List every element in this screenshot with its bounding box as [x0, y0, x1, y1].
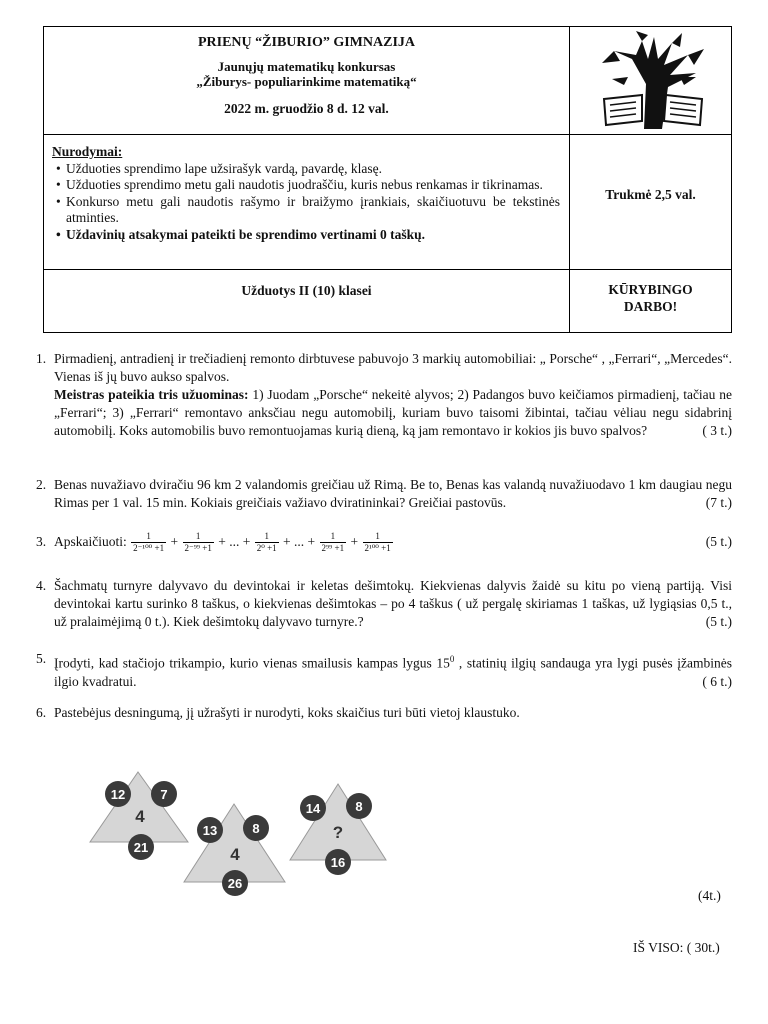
- contest-line1: Jaunųjų matematikų konkursas: [217, 59, 396, 74]
- wish-line1: KŪRYBINGO: [608, 282, 693, 297]
- problem-number: 5.: [36, 651, 47, 666]
- task-title: Užduotys II (10) klasei: [241, 283, 372, 298]
- instruction-item: • Užduoties sprendimo lape užsirašyk vardą, pavardę, klasę.: [66, 161, 560, 178]
- instructions-block: [52, 144, 560, 243]
- problem-label: Apskaičiuoti:: [54, 534, 127, 549]
- problem-points: (5 t.): [705, 534, 732, 549]
- problem-number: 1.: [36, 351, 47, 366]
- problem-5: [36, 650, 732, 691]
- fraction: $\frac{1}{\text{2⁹⁹ +1}}$: [321, 531, 345, 554]
- instruction-item: • Užduoties sprendimo metu gali naudotis juodraščiu, kuris nebus renkamas ir tikrinamas.: [66, 177, 560, 194]
- triangle-number: 13: [202, 823, 218, 838]
- total-points: IŠ VISO: ( 30t.): [633, 940, 720, 955]
- instruction-item: • Konkurso metu gali naudotis rašymo ir braižymo įrankiais, skaičiuotuvu be tekstinės atminties.: [66, 194, 560, 227]
- problem-text: Benas nuvažiavo dviračiu 96 km 2 valandomis greičiau už Rimą. Be to, Benas kas valandą nuvažiuodavo 1 km daugiau negu Rimas per 1 val. 15 min. Kokiais greičiais važiavo dviratininkai? Greičiai pastovūs.: [54, 477, 732, 510]
- triangle-number: 14: [305, 801, 321, 816]
- fraction: $\frac{1}{\text{2¹⁰⁰ +1}}$: [364, 531, 391, 554]
- problem-4: [36, 577, 732, 631]
- problem-1: [36, 350, 732, 440]
- triangle-number: 16: [330, 855, 346, 870]
- problem-text: 1) Juodam „Porsche“ nekeitė alyvos; 2) Padangos buvo keičiamos pirmadienį, tačiau ne „Ferrari“; 3) „Ferrari“ remontavo anksčiau negu automobilį, kuriam buvo taisomi žibintai, tačiau vėliau negu sidabrinį automobilį. Koks automobilis buvo remontuojamas kurią dieną, ką jam remontavo ir kokios jis buvo spalvos?: [54, 387, 733, 438]
- triangle-2: [184, 804, 285, 896]
- problem-text: Šachmatų turnyre dalyvavo du devintokai ir keletas dešimtokų. Kiekvienas dalyvis žaidė su kitu po vieną partiją. Visi devintokai kartu surinko 8 taškus, o kiekvienas dešimtokas – po 4 taškus ( už pergalę skiriamas 1 taškas, už lygiąsias 0,5 t., už pralaimėjimą 0 t.). Kiek dešimtokų dalyvavo turnyre.?: [54, 578, 732, 629]
- problem-number: 3.: [36, 534, 47, 549]
- problem-points: ( 3 t.): [702, 423, 732, 438]
- triangle-center: 4: [230, 845, 240, 864]
- triangle-center: ?: [332, 823, 344, 842]
- problem-number: 2.: [36, 477, 47, 492]
- problem-number: 4.: [36, 578, 47, 593]
- problem-6: [36, 704, 732, 722]
- problem-text: Pastebėjus desningumą, jį užrašyti ir nurodyti, koks skaičius turi būti vietoj klaustuko.: [54, 705, 520, 720]
- fraction: $\frac{1}{\text{2⁻¹⁰⁰ +1}}$: [133, 531, 165, 554]
- header-table: [43, 26, 732, 333]
- school-logo-icon: [584, 29, 722, 134]
- triangle-center: 4: [135, 807, 145, 826]
- fraction: $\frac{1}{\text{2⁻⁹⁹ +1}}$: [184, 531, 212, 554]
- plus-sign: +: [350, 534, 359, 549]
- problem-points: (5 t.): [705, 614, 732, 629]
- triangle-number: 12: [110, 787, 126, 802]
- problem-hint-title: Meistras pateikia tris užuominas:: [54, 387, 249, 402]
- duration: Trukmė 2,5 val.: [605, 187, 696, 202]
- wish-line2: DARBO!: [623, 299, 678, 314]
- problem-points: ( 6 t.): [702, 673, 732, 689]
- triangle-number: 26: [227, 876, 243, 891]
- ellipsis: + ... +: [283, 534, 316, 549]
- problem-3: [36, 528, 732, 556]
- problem-number: 6.: [36, 705, 47, 720]
- problem-6-points: (4t.): [698, 888, 721, 903]
- problem-text: , statinių ilgių sandauga yra lygi pusės įžambinės ilgio kvadratui.: [54, 655, 732, 689]
- triangle-number: 8: [252, 821, 260, 836]
- contest-line2: „Žiburys- populiarinkime matematiką“: [196, 74, 417, 89]
- ellipsis: + ... +: [218, 534, 251, 549]
- problem-2: [36, 476, 732, 512]
- triangle-number: 8: [355, 799, 363, 814]
- instructions-title: Nurodymai:: [52, 144, 123, 159]
- triangle-3: [290, 784, 386, 875]
- plus-sign: +: [170, 534, 179, 549]
- problem-text: Pirmadienį, antradienį ir trečiadienį remonto dirbtuvese pabuvojo 3 markių automobiliai: „ Porsche“ , „Ferrari“, „Mercedes“. Vienas iš jų buvo aukso spalvos.: [54, 351, 732, 384]
- triangle-puzzle: [88, 770, 448, 900]
- triangle-number: 21: [133, 840, 149, 855]
- problem-points: (7 t.): [705, 495, 732, 510]
- problem-text: Įrodyti, kad stačiojo trikampio, kurio vienas smailusis kampas lygus 15: [54, 655, 450, 671]
- instruction-item-bold: • Uždavinių atsakymai pateikti be sprendimo vertinami 0 taškų.: [66, 227, 560, 244]
- degree-sup: 0: [449, 654, 455, 664]
- fraction: $\frac{1}{\text{2⁰ +1}}$: [256, 531, 277, 554]
- contest-date: 2022 m. gruodžio 8 d. 12 val.: [224, 101, 389, 116]
- school-name: PRIENŲ “ŽIBURIO” GIMNAZIJA: [197, 35, 416, 50]
- triangle-1: [90, 772, 188, 860]
- triangle-number: 7: [160, 787, 168, 802]
